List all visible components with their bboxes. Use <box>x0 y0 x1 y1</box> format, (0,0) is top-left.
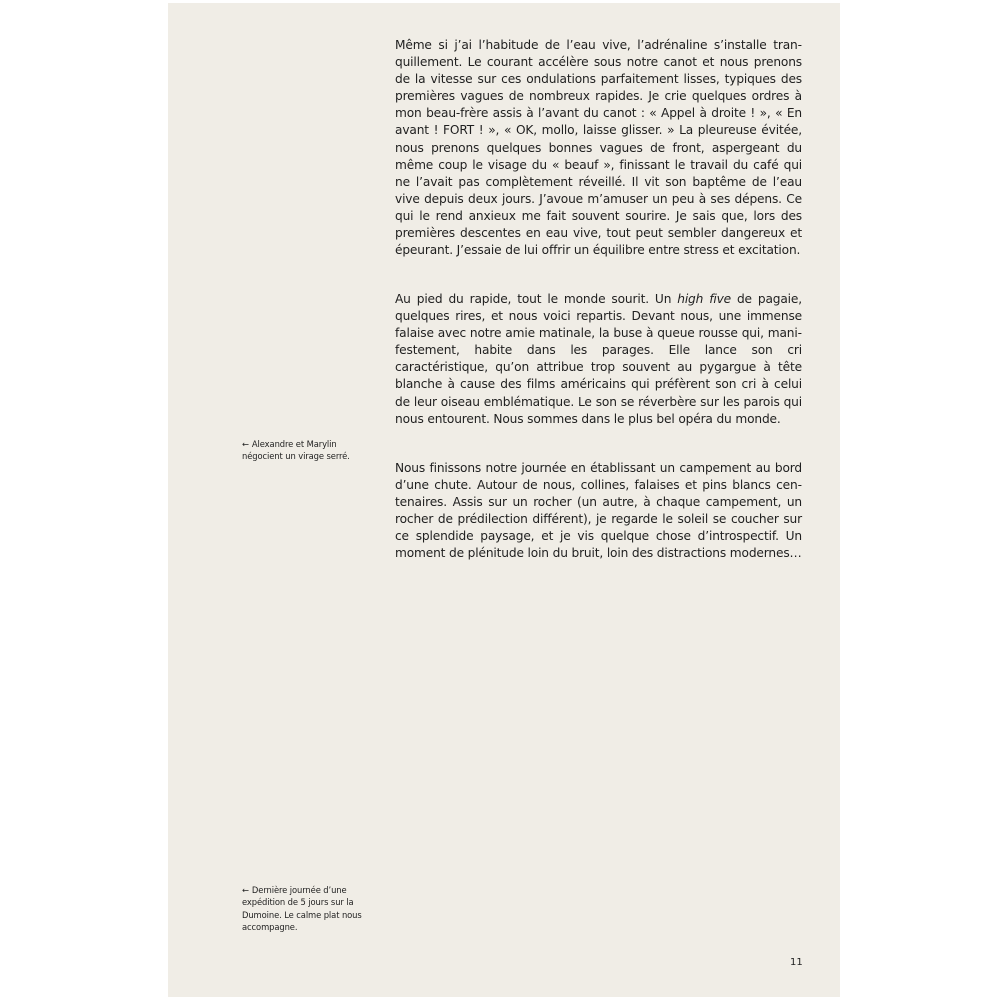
body-paragraph-3 <box>395 460 802 563</box>
paragraph-2-text-before: Au pied du rapide, tout le monde sourit. Un <box>395 292 678 306</box>
paragraph-3-text: Nous finissons notre journée en établissant un campement au bord d’une chute. Autour de nous, collines, falaises et pins blancs centenaires. Assis sur un rocher (un autre, à chaque campement, un rocher de prédilection différent), je regarde le soleil se coucher sur ce splendide paysage, et je vis quelque chose d’introspectif. Un moment de plénitude loin du bruit, loin des distractions modernes… <box>395 461 802 561</box>
caption-1-text: Alexandre et Marylin négocient un virage serré. <box>242 439 350 462</box>
photo-caption-2 <box>242 884 362 933</box>
left-arrow-icon: ← <box>242 885 249 895</box>
photo-caption-1 <box>242 438 362 463</box>
caption-2-text: Dernière journée d’une expédition de 5 jours sur la Dumoine. Le calme plat nous accompagne. <box>242 885 362 932</box>
paragraph-1-text: Même si j’ai l’habitude de l’eau vive, l’adrénaline s’installe tranquillement. Le courant accélère sous notre canot et nous prenons de la vitesse sur ces ondulations parfaitement lisses, typiques des premières vagues de nombreux rapides. Je crie quelques ordres à mon beau-frère assis à l’avant du canot : « Appel à droite ! », « En avant ! FORT ! », « OK, mollo, laisse glisser. » La pleureuse évitée, nous prenons quelques bonnes vagues de front, aspergeant du même coup le visage du « beauf », finissant le travail du café qui ne l’avait pas complètement réveillé. Il vit son baptême de l’eau vive depuis deux jours. J’avoue m’amuser un peu à ses dépens. Ce qui le rend anxieux me fait souvent sourire. Je sais que, lors des premières descentes en eau vive, tout peut sembler dangereux et épeurant. J’essaie de lui offrir un équilibre entre stress et excitation. <box>395 38 802 258</box>
page-number: 11 <box>790 957 803 968</box>
paragraph-2-emphasis: high five <box>677 292 731 306</box>
paragraph-2-text-after: de pagaie, quelques rires, et nous voici repartis. Devant nous, une immense falaise avec notre amie matinale, la buse à queue rousse qui, manifestement, habite dans les parages. Elle lance son cri caractéristique, qu’on attribue trop souvent au pygargue à tête blanche à cause des films américains qui préfèrent son cri à celui de leur oiseau emblématique. Le son se réverbère sur les parois qui nous entourent. Nous sommes dans le plus bel opéra du monde. <box>395 292 802 426</box>
body-paragraph-1 <box>395 37 802 259</box>
book-page <box>168 3 840 997</box>
body-paragraph-2 <box>395 291 802 428</box>
left-arrow-icon: ← <box>242 439 249 449</box>
